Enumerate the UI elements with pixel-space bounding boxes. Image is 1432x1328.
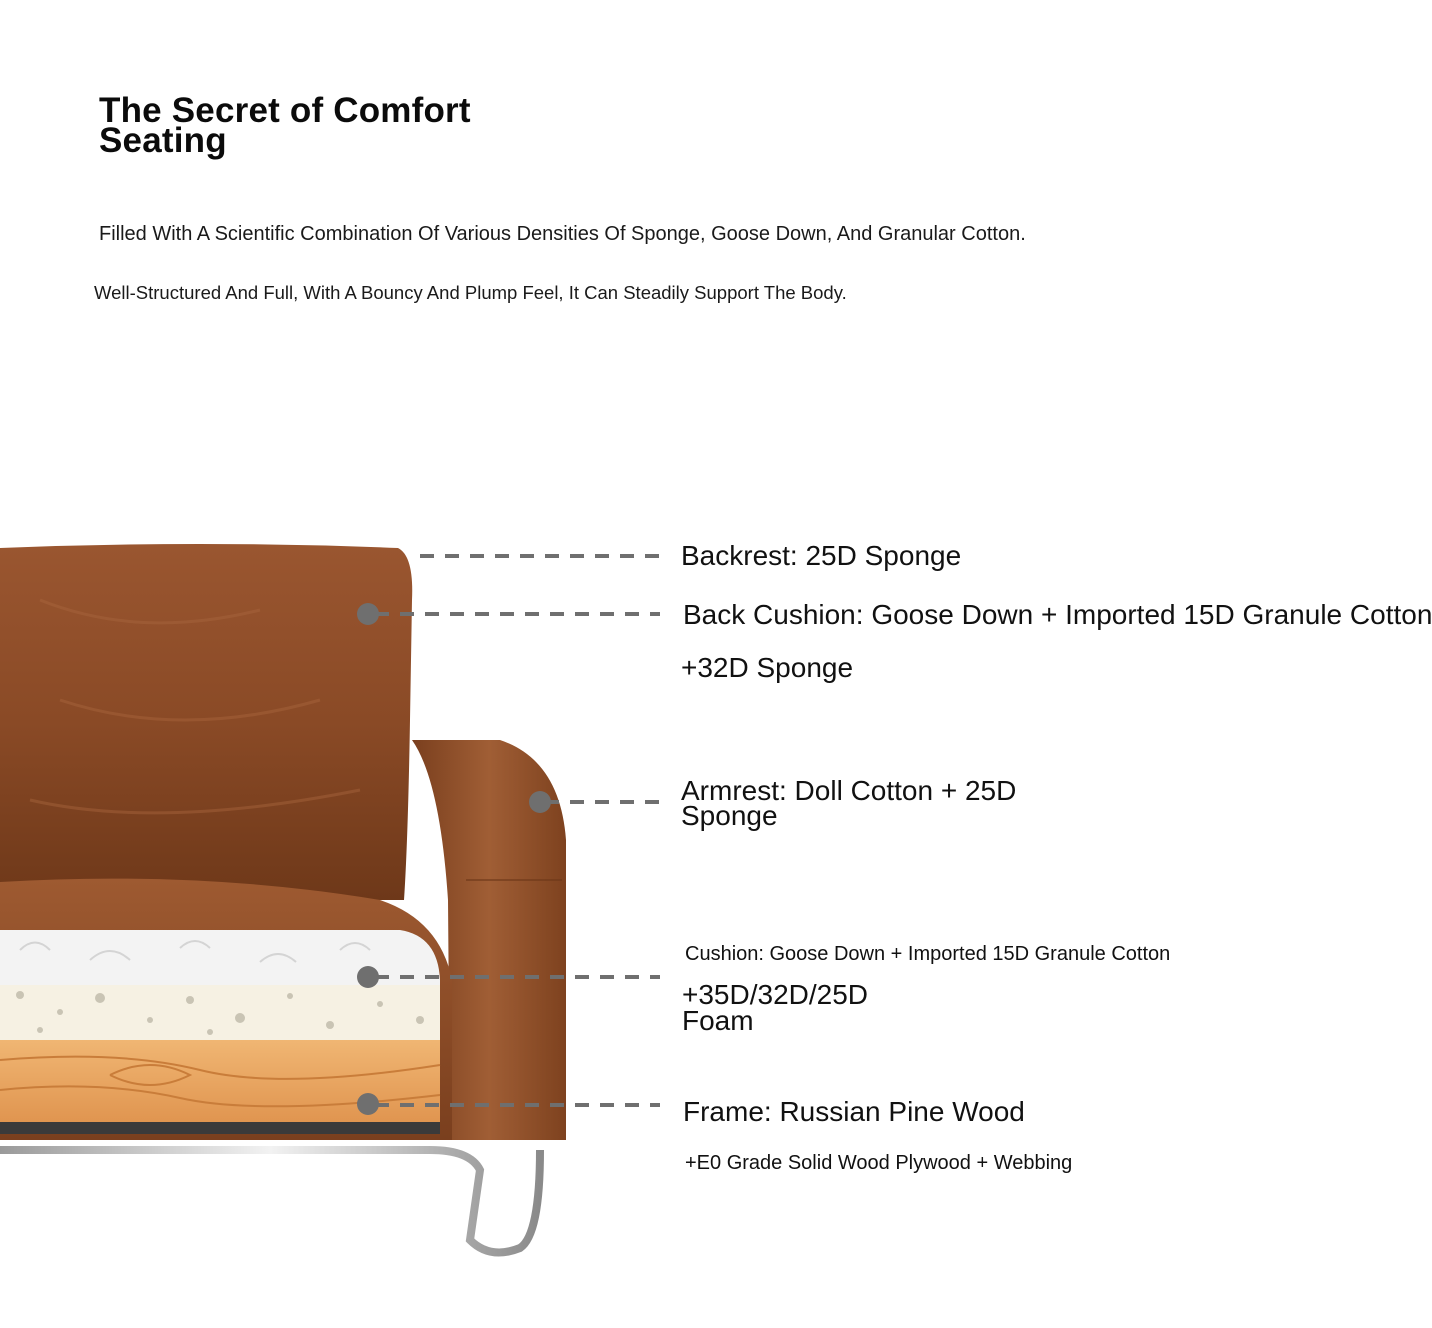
callout-seat-foam: Foam [682,1005,754,1036]
marker-seat-cushion [357,966,379,988]
callout-armrest [681,775,1017,831]
title-line-2: Seating [99,121,227,160]
callout-back-cushion-line1: Back Cushion: Goose Down + Imported 15D Granule Cotton [683,599,1432,630]
backrest-cushion [0,544,412,900]
marker-frame [357,1093,379,1115]
callout-frame-line1: Frame: Russian Pine Wood [683,1096,1025,1127]
callout-armrest-line2: Sponge [681,800,778,831]
subtitle-fill: Filled With A Scientific Combination Of Various Densities Of Sponge, Goose Down, And Granular Cotton. [99,223,1026,245]
callout-backrest: Backrest: 25D Sponge [681,540,962,571]
callout-armrest-line1: Armrest: Doll Cotton + 25D [681,775,1017,806]
callout-seat-cushion-line1: Cushion: Goose Down + Imported 15D Granule Cotton [685,943,1171,965]
marker-back-cushion [357,603,379,625]
metal-leg [0,1150,540,1253]
subtitle-support: Well-Structured And Full, With A Bouncy And Plump Feel, It Can Steadily Support The Body. [94,282,847,303]
callout-back-cushion-line2: +32D Sponge [681,652,854,683]
cutaway-foam-layer [0,985,440,1040]
callout-seat-cushion-line2 [682,979,869,1036]
callout-frame-line2: +E0 Grade Solid Wood Plywood + Webbing [685,1152,1073,1174]
title-line-1: The Secret of Comfort [99,91,471,130]
marker-armrest [529,791,551,813]
callout-seat-foam-densities: +35D/32D/25D [682,979,869,1010]
